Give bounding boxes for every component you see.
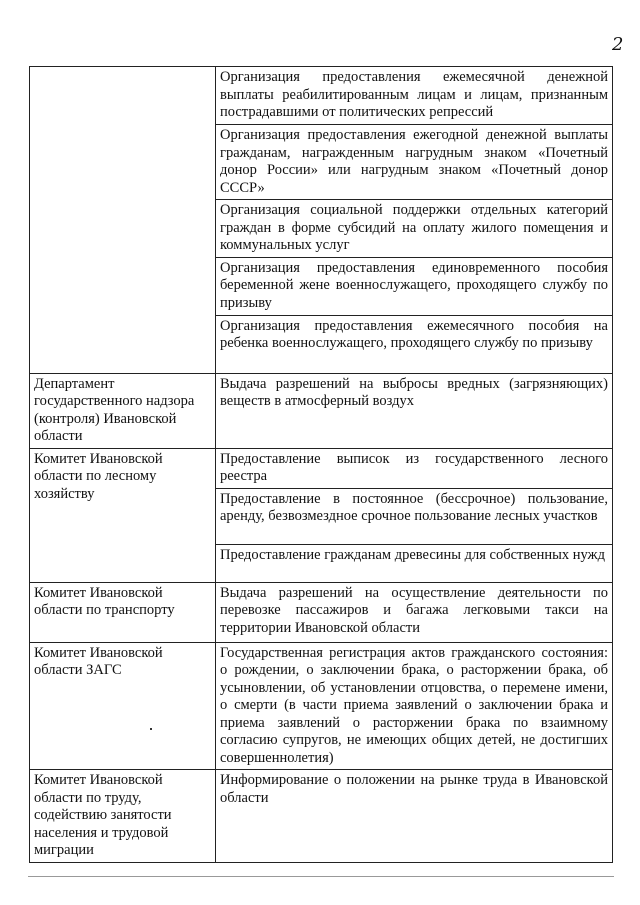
department-cell: Департамент государственного надзора (контроля) Ивановской области (30, 373, 216, 448)
service-cell: Выдача разрешений на выбросы вредных (загрязняющих) веществ в атмосферный воздух (216, 373, 613, 448)
service-cell: Организация предоставления ежегодной денежной выплаты гражданам, награжденным нагрудным знаком «Почетный донор России» или нагрудным знаком «Почетный донор СССР» (216, 125, 613, 200)
service-cell: Выдача разрешений на осуществление деятельности по перевозке пассажиров и багажа легковыми такси на территории Ивановской области (216, 582, 613, 642)
department-cell (30, 67, 216, 374)
service-cell: Предоставление выписок из государственного лесного реестра (216, 448, 613, 488)
service-cell: Организация социальной поддержки отдельных категорий граждан в форме субсидий на оплату жилого помещения и коммунальных услуг (216, 200, 613, 258)
service-cell: Государственная регистрация актов гражданского состояния: о рождении, о заключении брака, о расторжении брака, об усыновлении, об установлении отцовства, о перемене имени, о смерти (в части приема заявлений о заключении брака и приема заявлений о расторжении брака по взаимному согласию супругов, не имеющих общих детей, не достигших совершеннолетия) (216, 642, 613, 770)
table-row (30, 770, 613, 863)
table-row (30, 373, 613, 448)
service-cell: Предоставление в постоянное (бессрочное) пользование, аренду, безвозмездное срочное пользование лесных участков (216, 488, 613, 544)
table-row (30, 642, 613, 770)
department-cell: Комитет Ивановской области по лесному хозяйству (30, 448, 216, 582)
services-table (29, 66, 613, 863)
page-number: 2 (612, 34, 624, 55)
service-cell: Организация предоставления ежемесячной денежной выплаты реабилитированным лицам и лицам, признанным пострадавшими от политических репрессий (216, 67, 613, 125)
footer-rule (28, 876, 614, 877)
table-row (30, 67, 613, 125)
department-cell: Комитет Ивановской области по транспорту (30, 582, 216, 642)
service-cell: Организация предоставления единовременного пособия беременной жене военнослужащего, проходящего службу по призыву (216, 257, 613, 315)
service-cell: Информирование о положении на рынке труда в Ивановской области (216, 770, 613, 863)
table-row (30, 582, 613, 642)
service-cell: Организация предоставления ежемесячного пособия на ребенка военнослужащего, проходящего службу по призыву (216, 315, 613, 373)
department-cell: Комитет Ивановской области по труду, содействию занятости населения и трудовой миграции (30, 770, 216, 863)
table-row (30, 448, 613, 488)
department-cell: Комитет Ивановской области ЗАГС (30, 642, 216, 770)
service-cell: Предоставление гражданам древесины для собственных нужд (216, 544, 613, 582)
scan-speck (150, 728, 152, 730)
